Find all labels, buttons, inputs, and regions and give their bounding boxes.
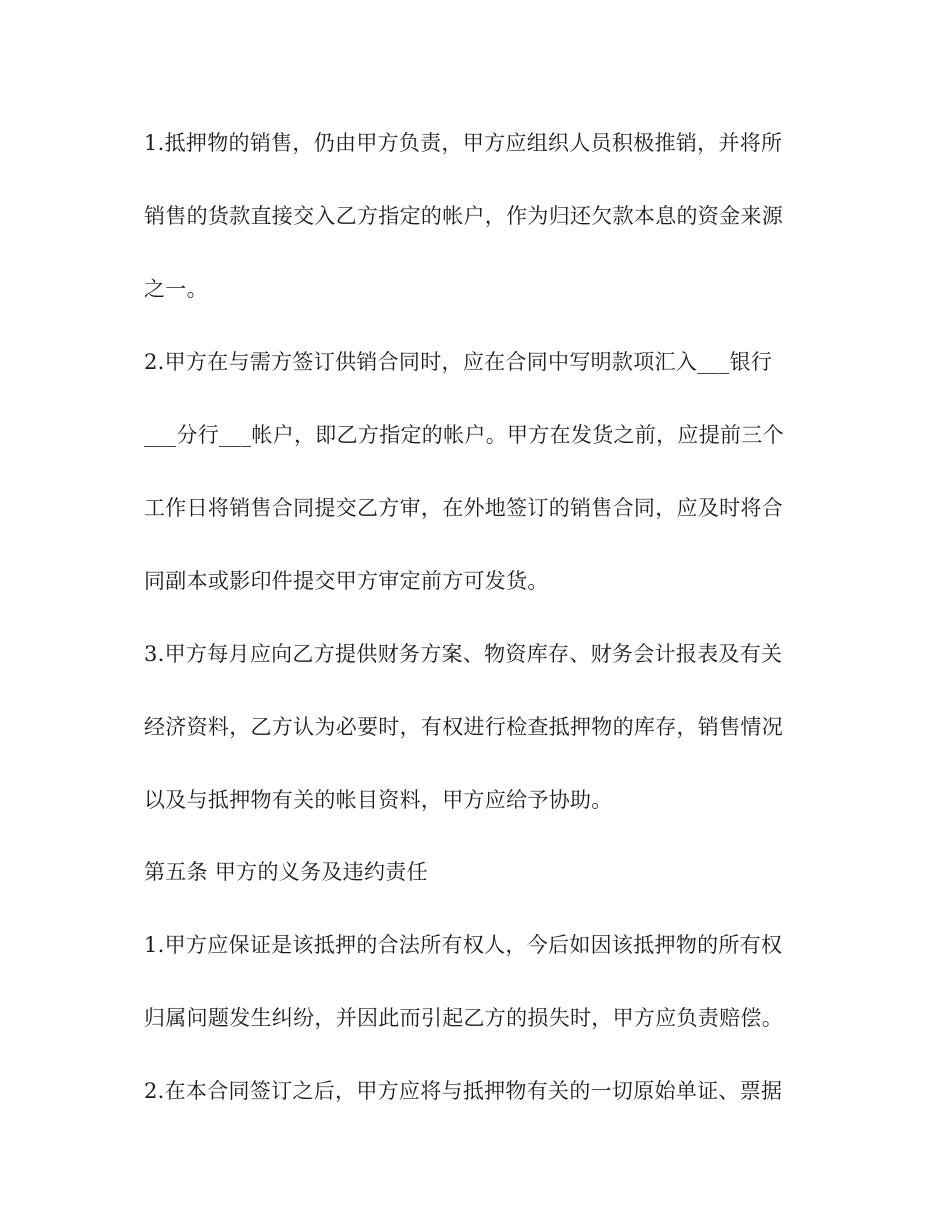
paragraph-line-4: 2.甲方在与需方签订供销合同时，应在合同中写明款项汇入___银行 [144,350,773,374]
paragraph-line-14: 2.在本合同签订之后，甲方应将与抵押物有关的一切原始单证、票据 [144,1079,783,1103]
paragraph-line-12: 1.甲方应保证是该抵押的合法所有权人，今后如因该抵押物的所有权 [144,933,783,957]
paragraph-line-13: 归属问题发生纠纷，并因此而引起乙方的损失时，甲方应负责赔偿。 [144,1006,783,1030]
paragraph-line-2: 销售的货款直接交入乙方指定的帐户，作为归还欠款本息的资金来源 [144,204,783,228]
section-heading: 第五条 甲方的义务及违约责任 [144,860,428,884]
paragraph-line-6: 工作日将销售合同提交乙方审，在外地签订的销售合同，应及时将合 [144,496,783,520]
paragraph-line-7: 同副本或影印件提交甲方审定前方可发货。 [144,569,549,593]
paragraph-line-8: 3.甲方每月应向乙方提供财务方案、物资库存、财务会计报表及有关 [144,642,783,666]
paragraph-line-3: 之一。 [144,277,208,301]
paragraph-line-1: 1.抵押物的销售，仍由甲方负责，甲方应组织人员积极推销，并将所 [144,131,783,155]
paragraph-line-5: ___分行___帐户，即乙方指定的帐户。甲方在发货之前，应提前三个 [144,423,784,447]
paragraph-line-9: 经济资料，乙方认为必要时，有权进行检查抵押物的库存，销售情况 [144,715,783,739]
paragraph-line-10: 以及与抵押物有关的帐目资料，甲方应给予协助。 [144,788,613,812]
